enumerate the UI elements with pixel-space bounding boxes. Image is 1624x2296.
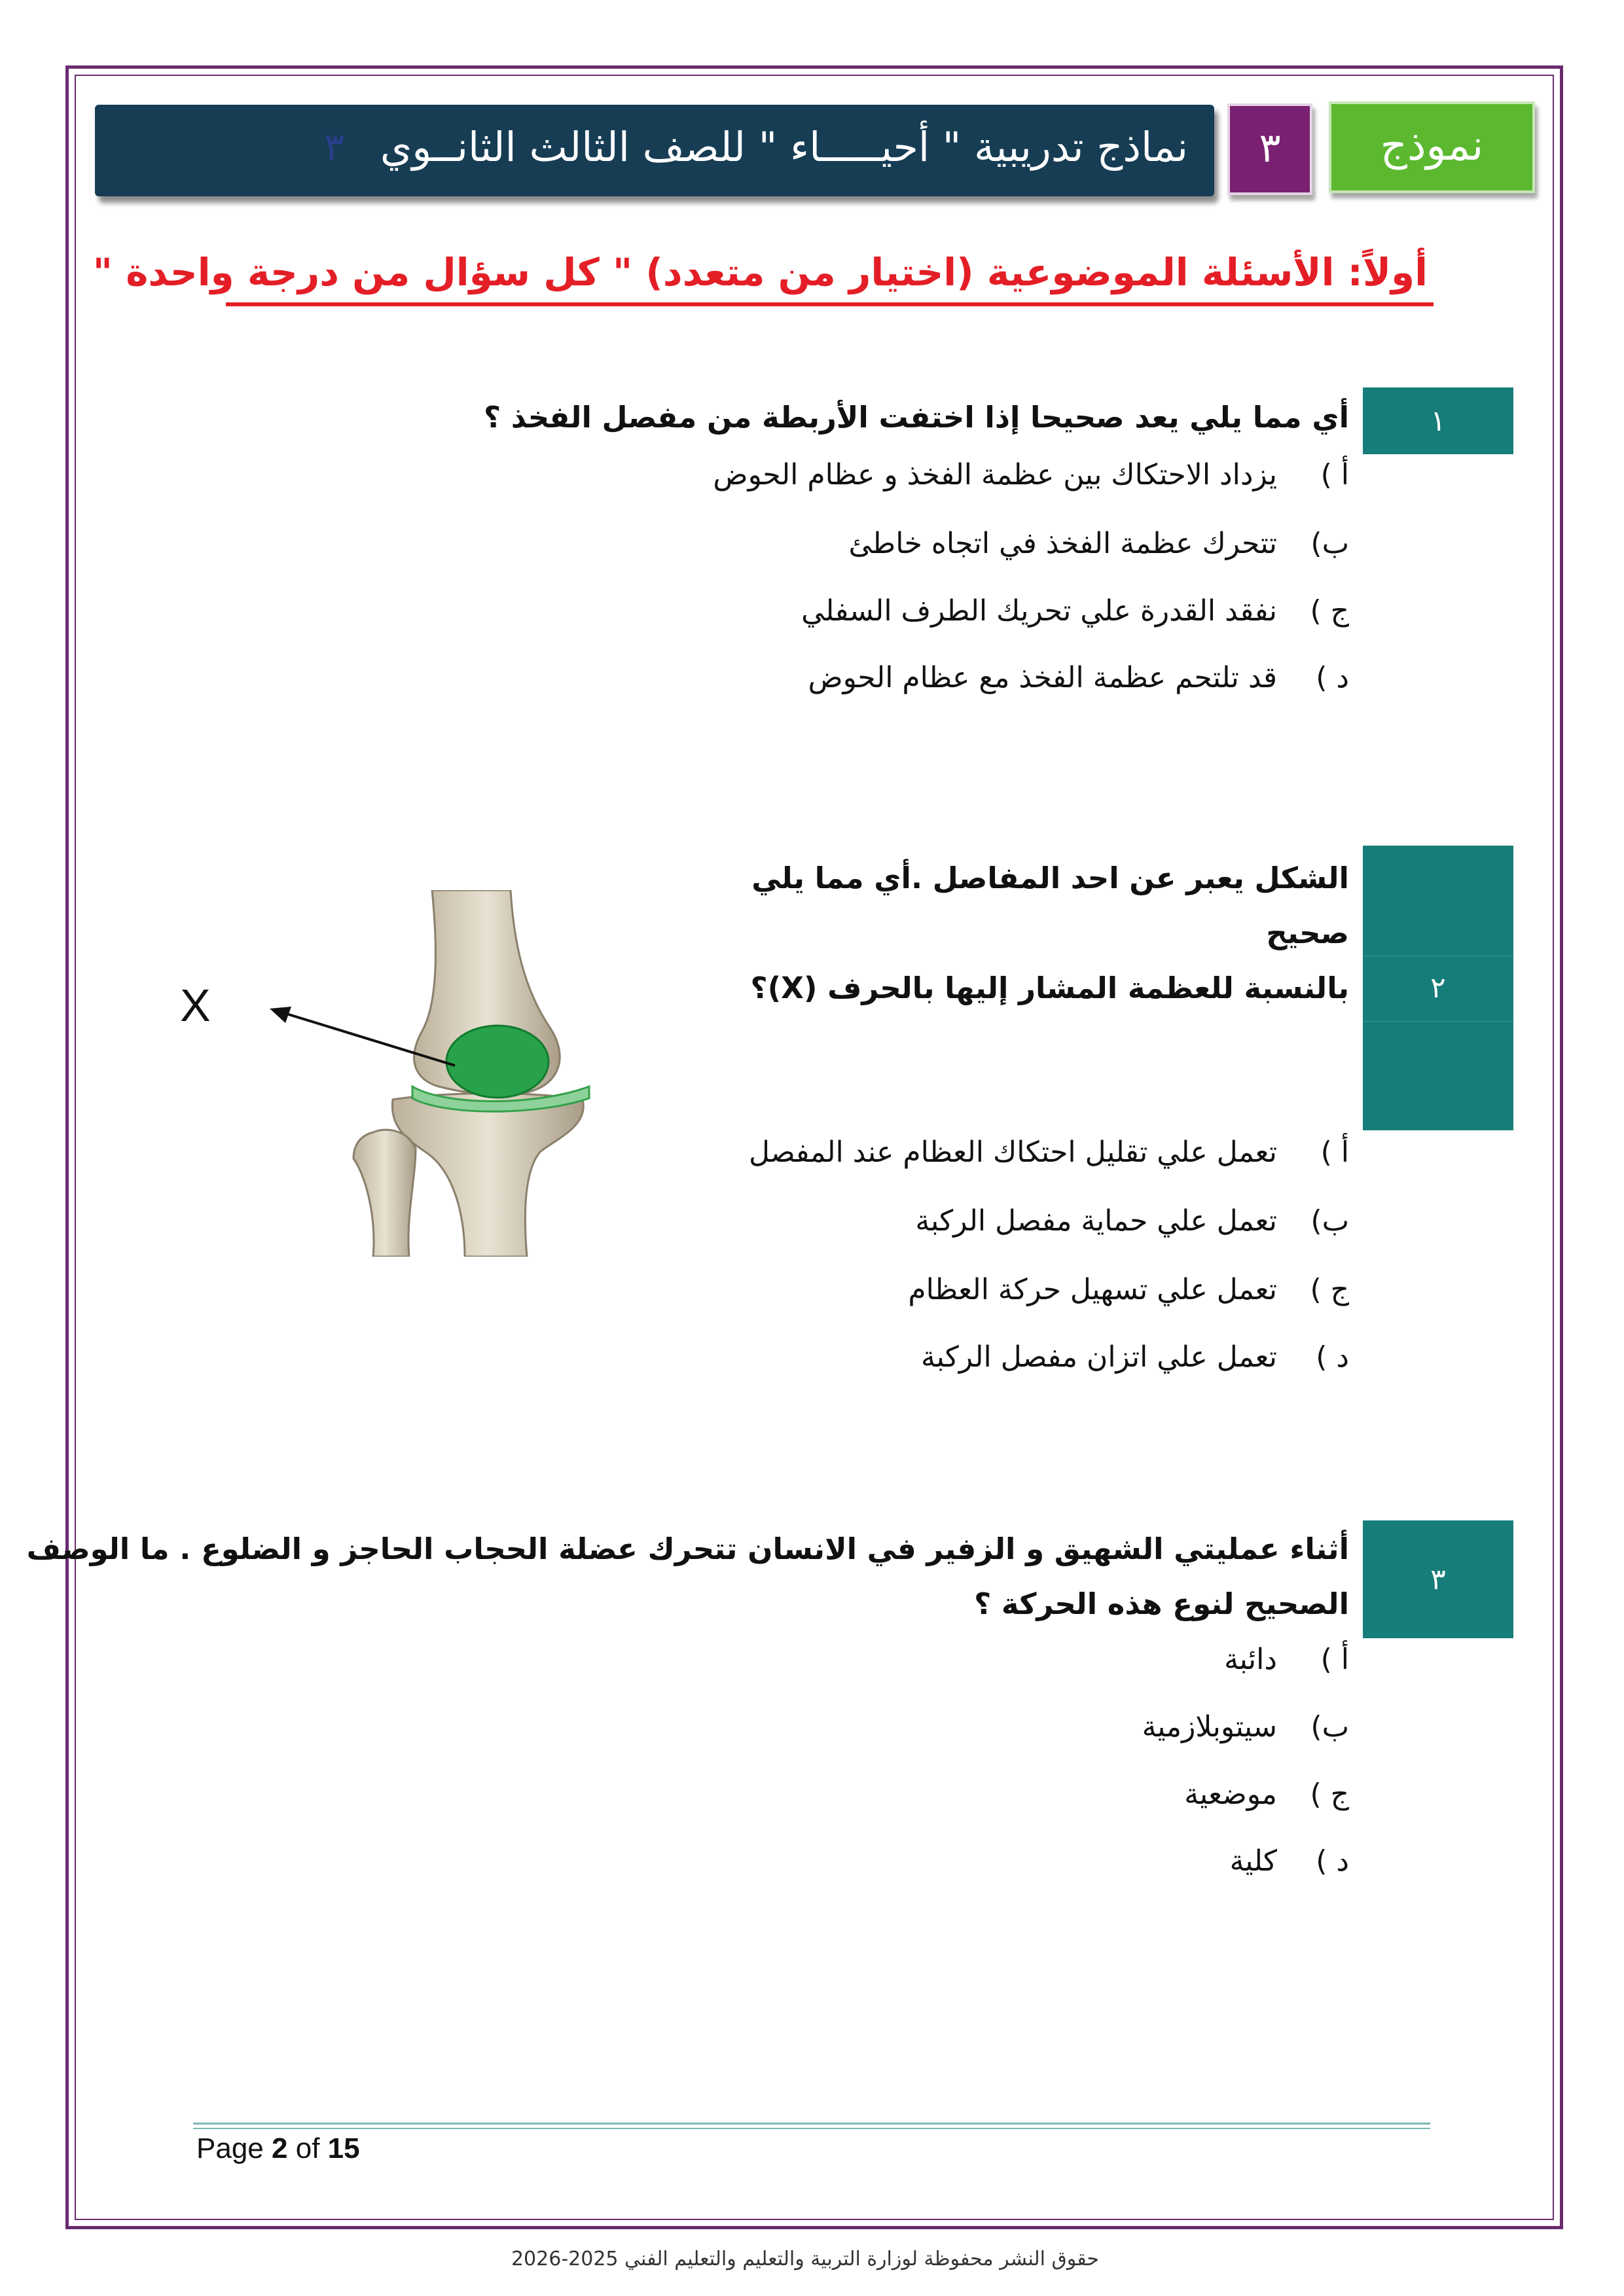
option-label: ج )	[1310, 1778, 1349, 1811]
option-label: د )	[1316, 661, 1349, 694]
question-text-line1: الشكل يعبر عن احد المفاصل .أي مما يلي صحيح	[751, 861, 1349, 950]
tibia-bone	[392, 1094, 583, 1257]
option-text: قد تلتحم عظمة الفخذ مع عظام الحوض	[808, 661, 1277, 694]
option-text: موضعية	[1184, 1778, 1277, 1811]
figure-label-x: X	[180, 980, 211, 1031]
option-text: تعمل علي تقليل احتكاك العظام عند المفصل	[748, 1136, 1277, 1169]
patella-green	[446, 1026, 549, 1098]
header-title-number: ٣	[324, 124, 345, 169]
option-text: نفقد القدرة علي تحريك الطرف السفلي	[801, 594, 1277, 628]
option-text: تتحرك عظمة الفخذ في اتجاه خاطئ	[848, 527, 1277, 560]
question-text-line2: الصحيح لنوع هذه الحركة ؟	[974, 1587, 1349, 1621]
option-c	[1184, 1778, 1349, 1811]
footer-rule	[193, 2123, 1430, 2125]
question-text-line2: بالنسبة للعظمة المشار إليها بالحرف (X)؟	[750, 971, 1349, 1005]
option-label: ب)	[1310, 1710, 1349, 1744]
question-text: أي مما يلي يعد صحيحا إذا اختفت الأربطة من مفصل الفخذ ؟	[483, 400, 1349, 435]
option-label: أ )	[1320, 1136, 1349, 1169]
option-label: أ )	[1320, 458, 1349, 492]
option-a	[1224, 1643, 1349, 1676]
option-d	[921, 1340, 1349, 1374]
option-text: تعمل علي حماية مفصل الركبة	[915, 1204, 1277, 1238]
page-number	[196, 2132, 360, 2165]
arrow-head	[270, 1007, 291, 1023]
option-c	[908, 1273, 1349, 1306]
fibula-bone	[353, 1130, 416, 1257]
option-a	[749, 1136, 1349, 1169]
header-title: نماذج تدريبية " أحيـــــاء " للصف الثالث الثانــوي	[380, 123, 1188, 171]
option-b	[915, 1204, 1349, 1238]
question-text	[26, 1522, 1349, 1632]
question-number: ١	[1430, 404, 1446, 438]
option-text: تعمل علي تسهيل حركة العظام	[908, 1273, 1277, 1306]
question-number: ٢	[1430, 971, 1446, 1005]
question-text	[695, 851, 1349, 1016]
question-number-box	[1363, 387, 1513, 454]
page-word: Page	[196, 2132, 264, 2164]
page-of: of	[295, 2132, 320, 2164]
page-current: 2	[272, 2132, 288, 2164]
section-title-underline	[226, 302, 1434, 306]
question-number: ٣	[1430, 1562, 1446, 1596]
option-a	[713, 458, 1349, 492]
copyright-notice: حقوق النشر محفوظة لوزارة التربية والتعليم والتعليم الفني 2025-2026	[511, 2248, 1100, 2270]
section-title: أولاً: الأسئلة الموضوعية (اختيار من متعدد) " كل سؤال من درجة واحدة "	[92, 250, 1428, 295]
footer-rule	[193, 2128, 1430, 2129]
question-number-box	[1363, 1520, 1513, 1638]
option-label: د )	[1316, 1844, 1349, 1878]
knee-joint-figure	[157, 890, 602, 1257]
option-label: ج )	[1310, 594, 1349, 628]
option-label: ب)	[1310, 527, 1349, 560]
option-d	[808, 661, 1349, 694]
model-label-tab: نموذج	[1329, 101, 1535, 193]
option-b	[849, 527, 1350, 560]
option-b	[1142, 1710, 1349, 1744]
option-text: دائبة	[1224, 1643, 1277, 1676]
option-label: ب)	[1310, 1204, 1349, 1238]
question-text-line1: أثناء عمليتي الشهيق و الزفير في الانسان تتحرك عضلة الحجاب الحاجز و الضلوع . ما الوصف	[26, 1532, 1349, 1566]
option-text: يزداد الاحتكاك بين عظمة الفخذ و عظام الحوض	[713, 458, 1277, 492]
option-label: أ )	[1320, 1643, 1349, 1676]
option-text: كلية	[1229, 1844, 1277, 1878]
option-d	[1230, 1844, 1349, 1878]
option-label: ج )	[1310, 1273, 1349, 1306]
option-text: سيتوبلازمية	[1142, 1710, 1277, 1744]
question-number-box	[1363, 846, 1513, 1130]
option-label: د )	[1316, 1340, 1349, 1374]
option-text: تعمل علي اتزان مفصل الركبة	[921, 1340, 1277, 1374]
header-band	[95, 105, 1214, 196]
option-c	[801, 594, 1349, 628]
page-total: 15	[327, 2132, 360, 2164]
model-number-badge: ٣	[1227, 103, 1312, 195]
